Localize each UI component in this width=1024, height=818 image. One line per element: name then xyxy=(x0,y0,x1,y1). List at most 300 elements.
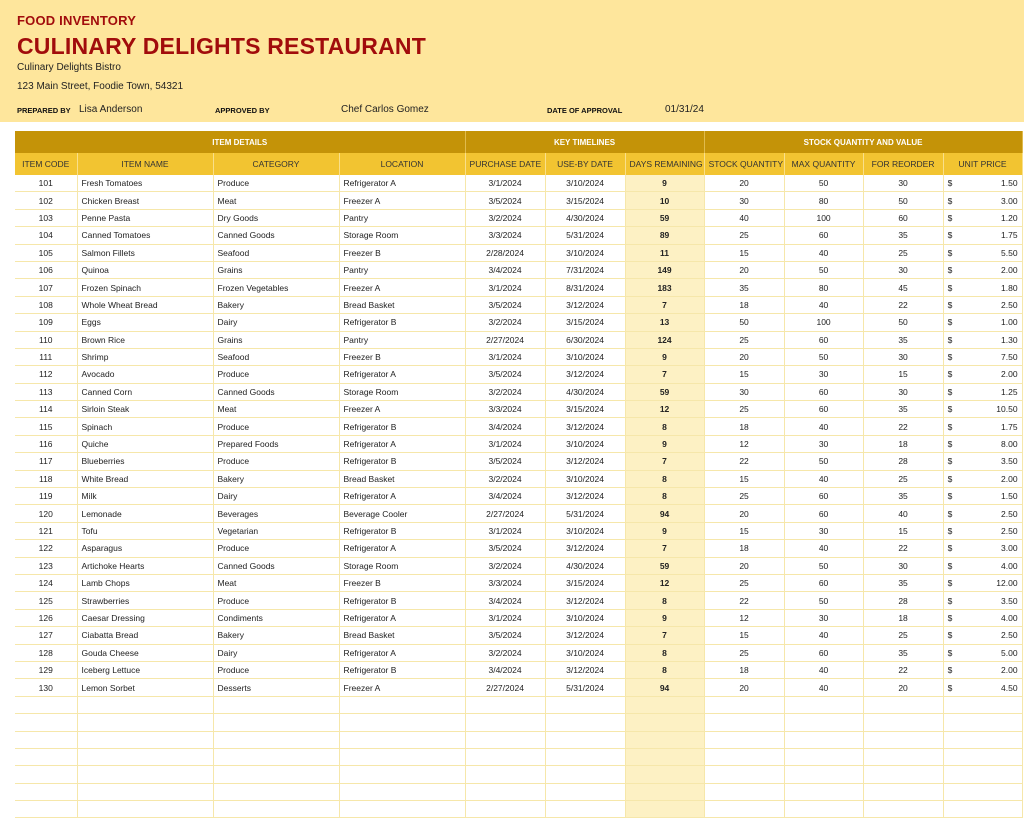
table-row xyxy=(15,644,1022,661)
cell-location: Refrigerator B xyxy=(339,661,465,678)
cell-location: Pantry xyxy=(339,209,465,226)
cell-max-quantity: 50 xyxy=(784,261,863,278)
cell-item-name: Spinach xyxy=(77,418,213,435)
empty-row xyxy=(15,766,1022,783)
cell-days-remaining: 7 xyxy=(625,366,704,383)
cell-use-by-date: 3/12/2024 xyxy=(545,418,625,435)
empty-cell xyxy=(704,714,784,731)
empty-cell xyxy=(15,748,77,765)
empty-cell xyxy=(465,731,545,748)
cell-stock-quantity: 35 xyxy=(704,279,784,296)
cell-category: Beverages xyxy=(213,505,339,522)
cell-max-quantity: 60 xyxy=(784,227,863,244)
cell-location: Refrigerator B xyxy=(339,522,465,539)
approval-date-label: DATE OF APPROVAL xyxy=(547,106,623,115)
cell-purchase-date: 3/1/2024 xyxy=(465,348,545,365)
cell-item-code: 120 xyxy=(15,505,77,522)
cell-unit-price xyxy=(943,279,1022,296)
empty-cell xyxy=(784,731,863,748)
cell-days-remaining: 12 xyxy=(625,574,704,591)
cell-item-code: 123 xyxy=(15,557,77,574)
cell-location: Pantry xyxy=(339,261,465,278)
cell-purchase-date: 3/5/2024 xyxy=(465,540,545,557)
table-row xyxy=(15,366,1022,383)
currency-symbol: $ xyxy=(947,630,953,641)
currency-symbol: $ xyxy=(947,212,953,223)
empty-cell xyxy=(704,731,784,748)
cell-for-reorder: 30 xyxy=(863,383,943,400)
cell-days-remaining: 7 xyxy=(625,453,704,470)
empty-cell xyxy=(625,766,704,783)
group-header-row xyxy=(15,131,1022,153)
empty-cell xyxy=(15,696,77,713)
cell-purchase-date: 3/3/2024 xyxy=(465,574,545,591)
cell-location: Freezer B xyxy=(339,574,465,591)
cell-max-quantity: 50 xyxy=(784,592,863,609)
cell-unit-price xyxy=(943,435,1022,452)
cell-days-remaining: 89 xyxy=(625,227,704,244)
table-row xyxy=(15,244,1022,261)
cell-days-remaining: 94 xyxy=(625,505,704,522)
unit-price-value: 1.30 xyxy=(1001,334,1018,345)
empty-cell xyxy=(704,801,784,818)
table-row xyxy=(15,679,1022,696)
cell-max-quantity: 30 xyxy=(784,609,863,626)
cell-category: Produce xyxy=(213,453,339,470)
table-row xyxy=(15,418,1022,435)
cell-item-code: 127 xyxy=(15,627,77,644)
cell-item-code: 104 xyxy=(15,227,77,244)
cell-for-reorder: 25 xyxy=(863,470,943,487)
table-row xyxy=(15,401,1022,418)
cell-purchase-date: 3/1/2024 xyxy=(465,435,545,452)
cell-days-remaining: 94 xyxy=(625,679,704,696)
cell-for-reorder: 30 xyxy=(863,557,943,574)
cell-max-quantity: 60 xyxy=(784,644,863,661)
empty-cell xyxy=(784,748,863,765)
cell-purchase-date: 3/5/2024 xyxy=(465,192,545,209)
cell-for-reorder: 35 xyxy=(863,227,943,244)
cell-use-by-date: 5/31/2024 xyxy=(545,227,625,244)
prepared-by-value: Lisa Anderson xyxy=(79,104,143,115)
cell-location: Storage Room xyxy=(339,383,465,400)
empty-cell xyxy=(213,731,339,748)
cell-purchase-date: 2/27/2024 xyxy=(465,679,545,696)
cell-unit-price xyxy=(943,418,1022,435)
cell-location: Refrigerator B xyxy=(339,453,465,470)
cell-stock-quantity: 25 xyxy=(704,227,784,244)
currency-symbol: $ xyxy=(947,404,953,415)
cell-item-name: Fresh Tomatoes xyxy=(77,175,213,192)
empty-cell xyxy=(943,696,1022,713)
empty-cell xyxy=(943,714,1022,731)
table-row xyxy=(15,574,1022,591)
cell-stock-quantity: 18 xyxy=(704,418,784,435)
cell-use-by-date: 3/10/2024 xyxy=(545,644,625,661)
table-row xyxy=(15,557,1022,574)
cell-item-name: Lemon Sorbet xyxy=(77,679,213,696)
cell-use-by-date: 3/10/2024 xyxy=(545,175,625,192)
empty-cell xyxy=(339,696,465,713)
cell-unit-price xyxy=(943,244,1022,261)
empty-cell xyxy=(213,801,339,818)
cell-item-code: 102 xyxy=(15,192,77,209)
cell-purchase-date: 2/27/2024 xyxy=(465,331,545,348)
cell-max-quantity: 40 xyxy=(784,296,863,313)
cell-location: Refrigerator A xyxy=(339,366,465,383)
cell-stock-quantity: 25 xyxy=(704,488,784,505)
table-row xyxy=(15,453,1022,470)
column-header-row xyxy=(15,153,1022,175)
currency-symbol: $ xyxy=(947,317,953,328)
currency-symbol: $ xyxy=(947,560,953,571)
cell-purchase-date: 3/3/2024 xyxy=(465,401,545,418)
approved-by-value: Chef Carlos Gomez xyxy=(341,104,429,115)
cell-max-quantity: 50 xyxy=(784,348,863,365)
cell-use-by-date: 3/12/2024 xyxy=(545,366,625,383)
cell-unit-price xyxy=(943,331,1022,348)
cell-unit-price xyxy=(943,383,1022,400)
empty-cell xyxy=(545,714,625,731)
cell-item-code: 116 xyxy=(15,435,77,452)
cell-item-code: 105 xyxy=(15,244,77,261)
cell-category: Grains xyxy=(213,331,339,348)
cell-unit-price xyxy=(943,592,1022,609)
cell-item-name: Avocado xyxy=(77,366,213,383)
cell-item-name: Quinoa xyxy=(77,261,213,278)
cell-category: Produce xyxy=(213,366,339,383)
cell-use-by-date: 8/31/2024 xyxy=(545,279,625,296)
table-row xyxy=(15,192,1022,209)
currency-symbol: $ xyxy=(947,439,953,450)
cell-item-name: Iceberg Lettuce xyxy=(77,661,213,678)
cell-unit-price xyxy=(943,348,1022,365)
cell-unit-price xyxy=(943,627,1022,644)
cell-item-code: 119 xyxy=(15,488,77,505)
unit-price-value: 1.20 xyxy=(1001,212,1018,223)
cell-item-code: 125 xyxy=(15,592,77,609)
unit-price-value: 3.50 xyxy=(1001,595,1018,606)
empty-row xyxy=(15,801,1022,818)
table-row xyxy=(15,661,1022,678)
cell-max-quantity: 60 xyxy=(784,383,863,400)
cell-days-remaining: 8 xyxy=(625,592,704,609)
cell-max-quantity: 60 xyxy=(784,401,863,418)
cell-for-reorder: 22 xyxy=(863,540,943,557)
cell-category: Frozen Vegetables xyxy=(213,279,339,296)
cell-category: Canned Goods xyxy=(213,557,339,574)
unit-price-value: 1.75 xyxy=(1001,421,1018,432)
cell-purchase-date: 3/2/2024 xyxy=(465,644,545,661)
empty-cell xyxy=(77,731,213,748)
table-row xyxy=(15,627,1022,644)
cell-item-name: Sirloin Steak xyxy=(77,401,213,418)
currency-symbol: $ xyxy=(947,526,953,536)
table-row xyxy=(15,331,1022,348)
table-row xyxy=(15,488,1022,505)
cell-stock-quantity: 25 xyxy=(704,574,784,591)
cell-item-name: Blueberries xyxy=(77,453,213,470)
cell-location: Refrigerator B xyxy=(339,314,465,331)
prepared-by-label: PREPARED BY xyxy=(17,106,71,115)
cell-purchase-date: 2/27/2024 xyxy=(465,505,545,522)
cell-for-reorder: 35 xyxy=(863,401,943,418)
cell-use-by-date: 5/31/2024 xyxy=(545,505,625,522)
cell-location: Storage Room xyxy=(339,557,465,574)
cell-for-reorder: 40 xyxy=(863,505,943,522)
cell-for-reorder: 60 xyxy=(863,209,943,226)
empty-cell xyxy=(863,731,943,748)
empty-cell xyxy=(339,714,465,731)
cell-location: Freezer A xyxy=(339,192,465,209)
cell-unit-price xyxy=(943,574,1022,591)
currency-symbol: $ xyxy=(947,247,953,258)
cell-stock-quantity: 25 xyxy=(704,401,784,418)
unit-price-value: 3.00 xyxy=(1001,543,1018,554)
cell-category: Produce xyxy=(213,592,339,609)
cell-max-quantity: 60 xyxy=(784,488,863,505)
cell-days-remaining: 7 xyxy=(625,540,704,557)
empty-cell xyxy=(213,696,339,713)
currency-symbol: $ xyxy=(947,595,953,606)
cell-days-remaining: 8 xyxy=(625,661,704,678)
unit-price-value: 10.50 xyxy=(996,404,1018,415)
cell-stock-quantity: 30 xyxy=(704,192,784,209)
unit-price-value: 5.00 xyxy=(1001,647,1018,658)
empty-cell xyxy=(784,714,863,731)
cell-unit-price xyxy=(943,453,1022,470)
unit-price-value: 2.50 xyxy=(1001,299,1018,310)
cell-use-by-date: 3/12/2024 xyxy=(545,296,625,313)
cell-purchase-date: 3/5/2024 xyxy=(465,366,545,383)
cell-stock-quantity: 22 xyxy=(704,453,784,470)
cell-stock-quantity: 18 xyxy=(704,296,784,313)
approval-date-value: 01/31/24 xyxy=(665,104,704,115)
business-name: Culinary Delights Bistro xyxy=(17,62,121,73)
cell-category: Produce xyxy=(213,540,339,557)
cell-item-code: 111 xyxy=(15,348,77,365)
cell-stock-quantity: 50 xyxy=(704,314,784,331)
cell-use-by-date: 3/10/2024 xyxy=(545,522,625,539)
table-row xyxy=(15,522,1022,539)
cell-for-reorder: 20 xyxy=(863,679,943,696)
cell-for-reorder: 22 xyxy=(863,296,943,313)
cell-use-by-date: 4/30/2024 xyxy=(545,383,625,400)
cell-unit-price xyxy=(943,470,1022,487)
cell-days-remaining: 7 xyxy=(625,296,704,313)
cell-purchase-date: 2/28/2024 xyxy=(465,244,545,261)
empty-cell xyxy=(704,748,784,765)
cell-item-name: Lemonade xyxy=(77,505,213,522)
table-row xyxy=(15,592,1022,609)
table-row xyxy=(15,314,1022,331)
cell-for-reorder: 28 xyxy=(863,453,943,470)
cell-category: Dry Goods xyxy=(213,209,339,226)
empty-cell xyxy=(545,766,625,783)
cell-location: Refrigerator A xyxy=(339,540,465,557)
cell-item-code: 118 xyxy=(15,470,77,487)
cell-max-quantity: 40 xyxy=(784,540,863,557)
cell-item-name: Shrimp xyxy=(77,348,213,365)
cell-max-quantity: 50 xyxy=(784,175,863,192)
cell-max-quantity: 40 xyxy=(784,679,863,696)
cell-location: Freezer A xyxy=(339,279,465,296)
cell-days-remaining: 11 xyxy=(625,244,704,261)
cell-item-code: 113 xyxy=(15,383,77,400)
cell-item-code: 124 xyxy=(15,574,77,591)
currency-symbol: $ xyxy=(947,647,953,658)
unit-price-value: 2.00 xyxy=(1001,665,1018,676)
cell-max-quantity: 30 xyxy=(784,366,863,383)
cell-days-remaining: 9 xyxy=(625,348,704,365)
cell-max-quantity: 60 xyxy=(784,574,863,591)
unit-price-value: 2.00 xyxy=(1001,473,1018,484)
cell-max-quantity: 50 xyxy=(784,453,863,470)
currency-symbol: $ xyxy=(947,282,953,293)
cell-use-by-date: 6/30/2024 xyxy=(545,331,625,348)
cell-for-reorder: 35 xyxy=(863,488,943,505)
unit-price-value: 1.50 xyxy=(1001,491,1018,502)
table-row xyxy=(15,383,1022,400)
col-item-code: ITEM CODE xyxy=(15,153,77,175)
cell-category: Produce xyxy=(213,661,339,678)
unit-price-value: 5.50 xyxy=(1001,247,1018,258)
cell-stock-quantity: 18 xyxy=(704,661,784,678)
cell-use-by-date: 3/12/2024 xyxy=(545,488,625,505)
header-banner xyxy=(0,0,1024,122)
cell-location: Storage Room xyxy=(339,227,465,244)
empty-cell xyxy=(863,714,943,731)
cell-stock-quantity: 40 xyxy=(704,209,784,226)
cell-use-by-date: 4/30/2024 xyxy=(545,557,625,574)
empty-cell xyxy=(77,748,213,765)
empty-cell xyxy=(465,714,545,731)
currency-symbol: $ xyxy=(947,473,953,484)
cell-days-remaining: 12 xyxy=(625,401,704,418)
table-row xyxy=(15,261,1022,278)
cell-days-remaining: 8 xyxy=(625,488,704,505)
table-row xyxy=(15,505,1022,522)
currency-symbol: $ xyxy=(947,612,953,623)
cell-stock-quantity: 15 xyxy=(704,366,784,383)
cell-category: Desserts xyxy=(213,679,339,696)
table-row xyxy=(15,470,1022,487)
cell-unit-price xyxy=(943,209,1022,226)
cell-category: Prepared Foods xyxy=(213,435,339,452)
empty-cell xyxy=(625,696,704,713)
cell-for-reorder: 30 xyxy=(863,261,943,278)
cell-item-name: Salmon Fillets xyxy=(77,244,213,261)
cell-max-quantity: 60 xyxy=(784,505,863,522)
empty-cell xyxy=(77,696,213,713)
cell-max-quantity: 30 xyxy=(784,522,863,539)
table-row xyxy=(15,435,1022,452)
cell-max-quantity: 50 xyxy=(784,557,863,574)
cell-category: Bakery xyxy=(213,296,339,313)
cell-item-name: Milk xyxy=(77,488,213,505)
currency-symbol: $ xyxy=(947,369,953,380)
cell-days-remaining: 13 xyxy=(625,314,704,331)
unit-price-value: 1.00 xyxy=(1001,317,1018,328)
cell-days-remaining: 8 xyxy=(625,418,704,435)
cell-item-name: Strawberries xyxy=(77,592,213,609)
cell-unit-price xyxy=(943,540,1022,557)
currency-symbol: $ xyxy=(947,421,953,432)
cell-category: Grains xyxy=(213,261,339,278)
cell-item-name: Lamb Chops xyxy=(77,574,213,591)
cell-max-quantity: 100 xyxy=(784,209,863,226)
cell-use-by-date: 4/30/2024 xyxy=(545,209,625,226)
cell-item-name: Canned Corn xyxy=(77,383,213,400)
cell-purchase-date: 3/1/2024 xyxy=(465,522,545,539)
cell-stock-quantity: 12 xyxy=(704,435,784,452)
cell-use-by-date: 5/31/2024 xyxy=(545,679,625,696)
cell-item-name: Canned Tomatoes xyxy=(77,227,213,244)
cell-stock-quantity: 22 xyxy=(704,592,784,609)
empty-cell xyxy=(465,766,545,783)
cell-location: Refrigerator A xyxy=(339,609,465,626)
empty-cell xyxy=(77,714,213,731)
unit-price-value: 7.50 xyxy=(1001,352,1018,363)
unit-price-value: 3.50 xyxy=(1001,456,1018,467)
empty-cell xyxy=(545,801,625,818)
cell-stock-quantity: 20 xyxy=(704,679,784,696)
cell-stock-quantity: 20 xyxy=(704,557,784,574)
cell-location: Pantry xyxy=(339,331,465,348)
cell-item-code: 129 xyxy=(15,661,77,678)
currency-symbol: $ xyxy=(947,578,953,589)
cell-stock-quantity: 15 xyxy=(704,627,784,644)
table-row xyxy=(15,609,1022,626)
empty-row xyxy=(15,714,1022,731)
cell-use-by-date: 3/10/2024 xyxy=(545,435,625,452)
empty-cell xyxy=(625,801,704,818)
cell-for-reorder: 15 xyxy=(863,366,943,383)
cell-max-quantity: 40 xyxy=(784,627,863,644)
cell-for-reorder: 35 xyxy=(863,574,943,591)
cell-item-name: Brown Rice xyxy=(77,331,213,348)
cell-unit-price xyxy=(943,227,1022,244)
cell-days-remaining: 59 xyxy=(625,209,704,226)
empty-cell xyxy=(704,766,784,783)
cell-item-code: 114 xyxy=(15,401,77,418)
cell-location: Refrigerator A xyxy=(339,488,465,505)
cell-days-remaining: 59 xyxy=(625,383,704,400)
cell-for-reorder: 35 xyxy=(863,644,943,661)
empty-cell xyxy=(943,748,1022,765)
cell-use-by-date: 3/15/2024 xyxy=(545,192,625,209)
cell-for-reorder: 22 xyxy=(863,418,943,435)
cell-item-code: 121 xyxy=(15,522,77,539)
cell-item-name: Ciabatta Bread xyxy=(77,627,213,644)
cell-unit-price xyxy=(943,314,1022,331)
empty-cell xyxy=(784,766,863,783)
cell-purchase-date: 3/1/2024 xyxy=(465,279,545,296)
cell-category: Bakery xyxy=(213,470,339,487)
cell-use-by-date: 3/10/2024 xyxy=(545,244,625,261)
cell-unit-price xyxy=(943,679,1022,696)
cell-stock-quantity: 15 xyxy=(704,244,784,261)
empty-cell xyxy=(15,801,77,818)
cell-stock-quantity: 20 xyxy=(704,505,784,522)
cell-unit-price xyxy=(943,192,1022,209)
empty-cell xyxy=(15,731,77,748)
cell-item-name: Chicken Breast xyxy=(77,192,213,209)
cell-unit-price xyxy=(943,401,1022,418)
cell-for-reorder: 28 xyxy=(863,592,943,609)
cell-item-name: Asparagus xyxy=(77,540,213,557)
table-row xyxy=(15,209,1022,226)
